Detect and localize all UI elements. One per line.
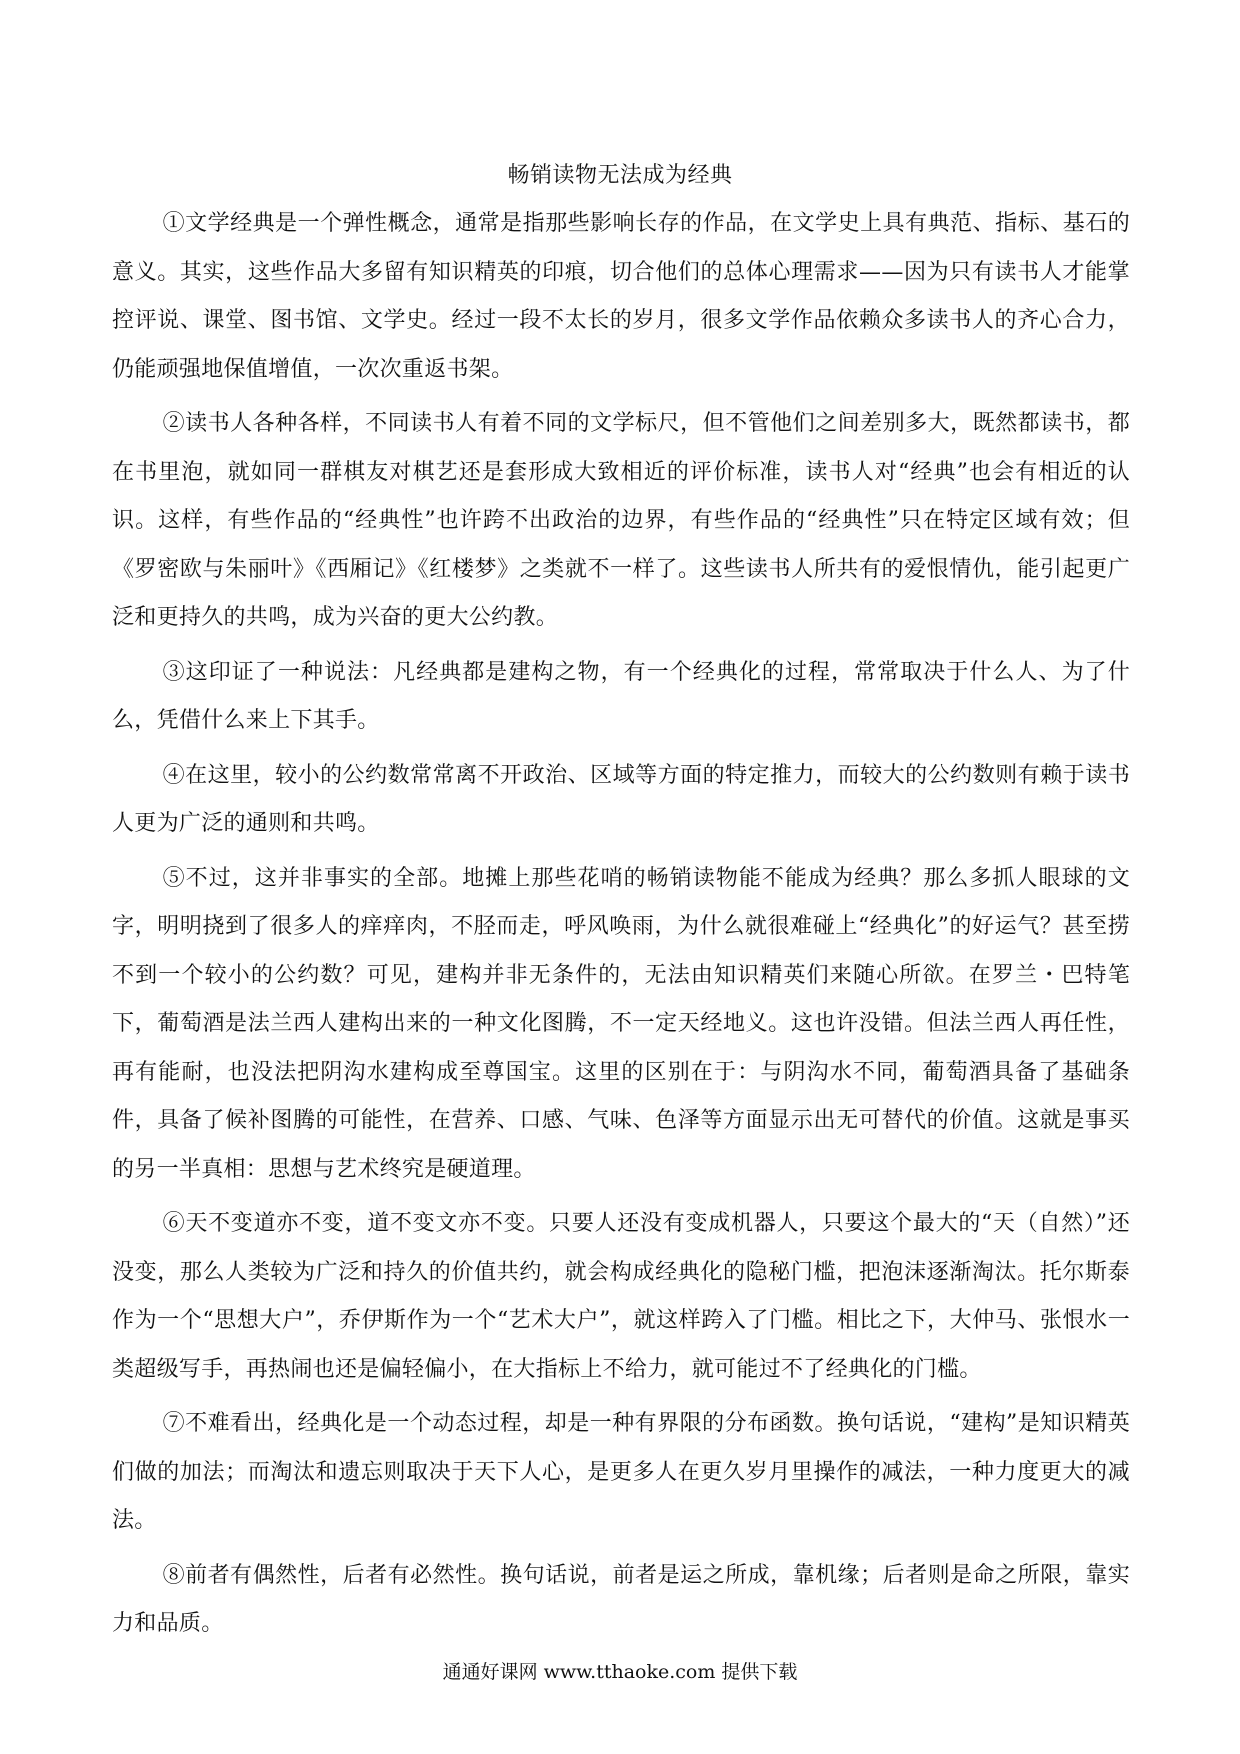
paragraph-6: ⑥天不变道亦不变，道不变文亦不变。只要人还没有变成机器人，只要这个最大的“天（自然）”还没变，那么人类较为广泛和持久的价值共约，就会构成经典化的隐秘门槛，把泡沫逐渐淘汰。托尔斯泰作为一个“思想大户”，乔伊斯作为一个“艺术大户”，就这样跨入了门槛。相比之下，大仲马、张恨水一类超级写手，再热闹也还是偏轻偏小，在大指标上不给力，就可能过不了经典化的门槛。 bbox=[112, 1211, 1130, 1382]
paragraph-1: ①文学经典是一个弹性概念，通常是指那些影响长存的作品，在文学史上具有典范、指标、基石的意义。其实，这些作品大多留有知识精英的印痕，切合他们的总体心理需求——因为只有读书人才能掌控评说、课堂、图书馆、文学史。经过一段不太长的岁月，很多文学作品依赖众多读书人的齐心合力，仍能顽强地保值增值，一次次重返书架。 bbox=[112, 211, 1130, 382]
paragraph-5: ⑤不过，这并非事实的全部。地摊上那些花哨的畅销读物能不能成为经典？那么多抓人眼球的文字，明明挠到了很多人的痒痒肉，不胫而走，呼风唤雨，为什么就很难碰上“经典化”的好运气？甚至捞不到一个较小的公约数？可见，建构并非无条件的，无法由知识精英们来随心所欲。在罗兰・巴特笔下，葡萄酒是法兰西人建构出来的一种文化图腾，不一定天经地义。这也许没错。但法兰西人再任性，再有能耐，也没法把阴沟水建构成至尊国宝。这里的区别在于：与阴沟水不同，葡萄酒具备了基础条件，具备了候补图腾的可能性，在营养、口感、气味、色泽等方面显示出无可替代的价值。这就是事买的另一半真相：思想与艺术终究是硬道理。 bbox=[112, 865, 1130, 1182]
paragraph-4: ④在这里，较小的公约数常常离不开政治、区域等方面的特定推力，而较大的公约数则有赖于读书人更为广泛的通则和共鸣。 bbox=[112, 762, 1130, 836]
paragraph-7: ⑦不难看出，经典化是一个动态过程，却是一种有界限的分布函数。换句话说，“建构”是知识精英们做的加法；而淘汰和遗忘则取决于天下人心，是更多人在更久岁月里操作的减法，一种力度更大的减法。 bbox=[112, 1411, 1130, 1533]
paragraph-3: ③这印证了一种说法：凡经典都是建构之物，有一个经典化的过程，常常取决于什么人、为了什么，凭借什么来上下其手。 bbox=[112, 659, 1130, 733]
paragraph-2: ②读书人各种各样，不同读书人有着不同的文学标尺，但不管他们之间差别多大，既然都读书，都在书里泡，就如同一群棋友对棋艺还是套形成大致相近的评价标准，读书人对“经典”也会有相近的认识。这样，有些作品的“经典性”也许跨不出政治的边界，有些作品的“经典性”只在特定区域有效；但《罗密欧与朱丽叶》《西厢记》《红楼梦》之类就不一样了。这些读书人所共有的爱恨情仇，能引起更广泛和更持久的共鸣，成为兴奋的更大公约教。 bbox=[112, 411, 1130, 630]
article-title: 畅销读物无法成为经典 bbox=[507, 163, 733, 188]
paragraph-8: ⑧前者有偶然性，后者有必然性。换句话说，前者是运之所成，靠机缘；后者则是命之所限，靠实力和品质。 bbox=[112, 1562, 1130, 1636]
page-footer: 通通好课网 www.tthaoke.com 提供下载 bbox=[442, 1661, 798, 1683]
article-body bbox=[112, 200, 1130, 1655]
